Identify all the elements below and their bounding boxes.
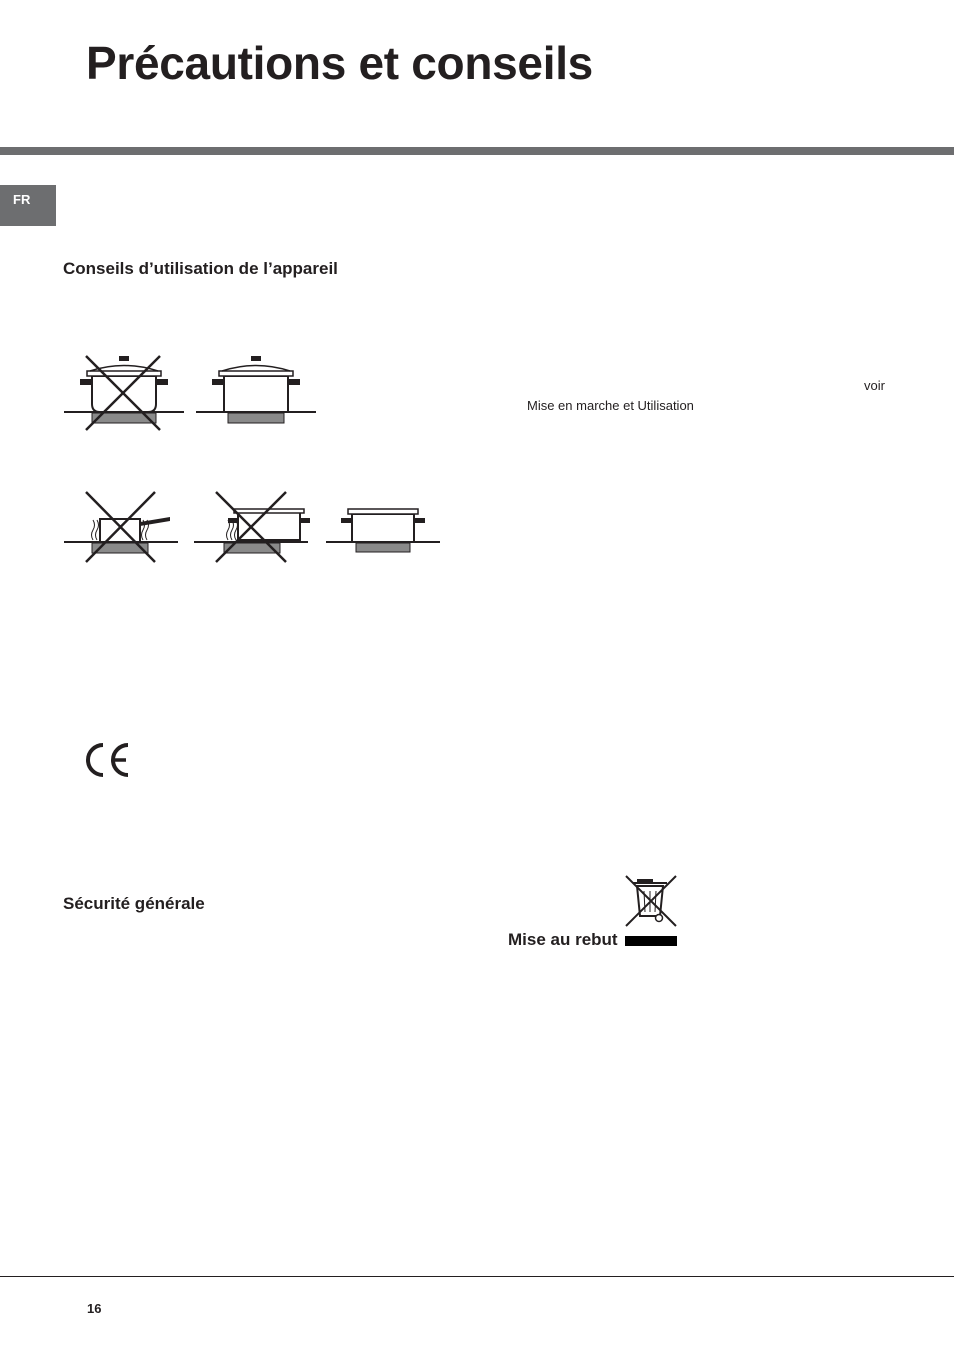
pot-on-matching-burner-correct-icon <box>196 356 316 423</box>
language-tab-label: FR <box>13 192 31 207</box>
disposal-section-heading: Mise au rebut <box>508 930 618 949</box>
off-center-pot-wrong-icon <box>194 492 310 562</box>
safety-section-heading: Sécurité générale <box>63 894 205 913</box>
usage-section-heading: Conseils d’utilisation de l’appareil <box>63 259 338 278</box>
pot-on-oversized-burner-wrong-icon <box>64 356 184 430</box>
page-number: 16 <box>87 1301 102 1316</box>
ce-mark-icon <box>84 742 132 778</box>
mise-en-marche-reference: Mise en marche et Utilisation <box>527 398 694 413</box>
crossed-out-wheelie-bin-icon <box>624 874 680 948</box>
centered-pot-correct-icon <box>326 509 440 552</box>
page-title: Précautions et conseils <box>86 37 593 89</box>
voir-text: voir <box>864 378 885 393</box>
footer-divider <box>0 1276 954 1277</box>
small-pan-flames-wrong-icon <box>64 492 178 562</box>
